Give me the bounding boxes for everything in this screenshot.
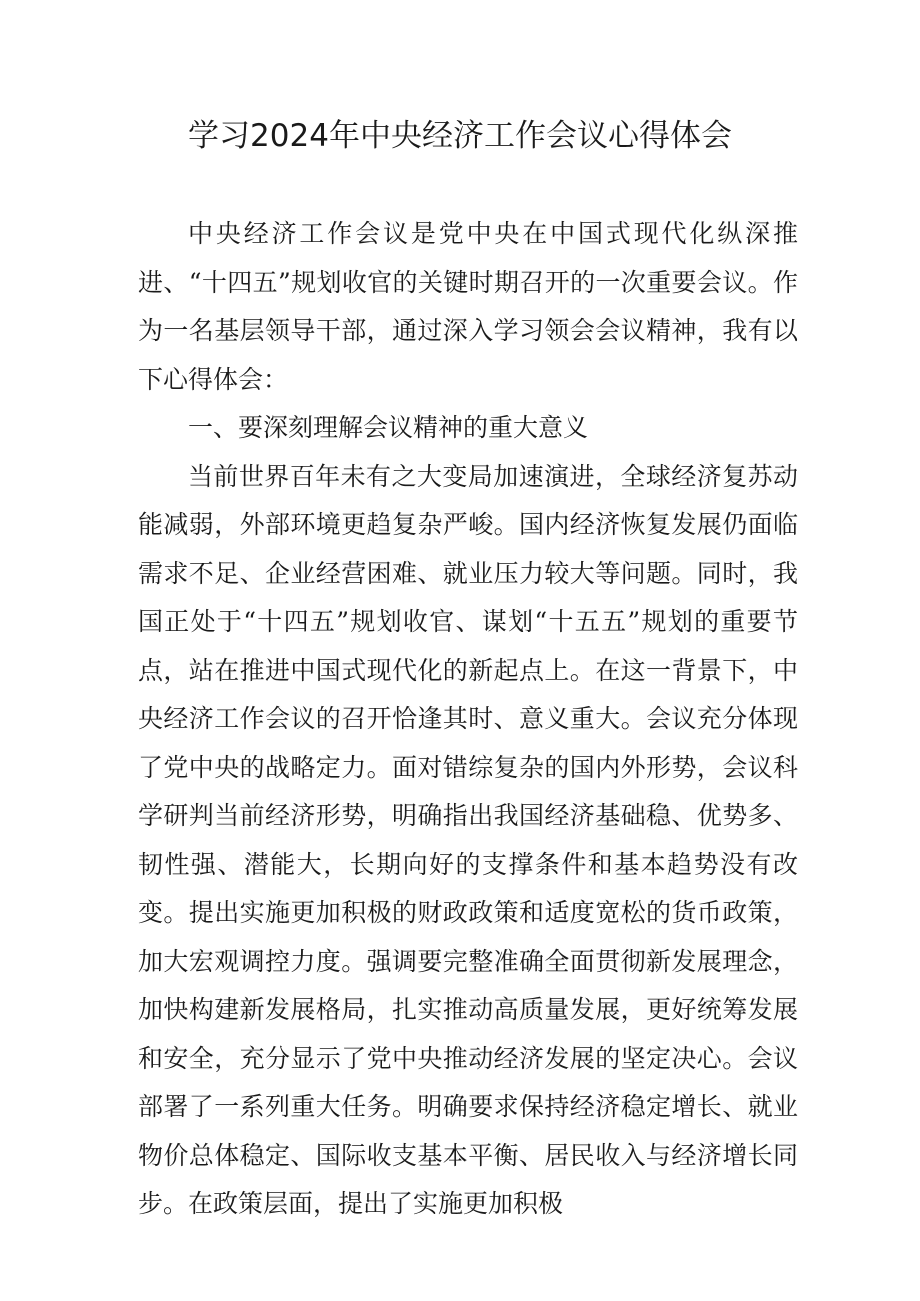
document-title: 学习2024年中央经济工作会议心得体会 (188, 118, 732, 154)
document-body (138, 210, 798, 1229)
paragraph-section-1: 当前世界百年未有之大变局加速演进，全球经济复苏动能减弱，外部环境更趋复杂严峻。国内经济恢复发展仍面临需求不足、企业经营困难、就业压力较大等问题。同时，我国正处于“十四五”规划收官、谋划“十五五”规划的重要节点，站在推进中国式现代化的新起点上。在这一背景下，中央经济工作会议的召开恰逢其时、意义重大。会议充分体现了党中央的战略定力。面对错综复杂的国内外形势，会议科学研判当前经济形势，明确指出我国经济基础稳、优势多、韧性强、潜能大，长期向好的支撑条件和基本趋势没有改变。提出实施更加积极的财政政策和适度宽松的货币政策，加大宏观调控力度。强调要完整准确全面贯彻新发展理念，加快构建新发展格局，扎实推动高质量发展，更好统筹发展和安全，充分显示了党中央推动经济发展的坚定决心。会议部署了一系列重大任务。明确要求保持经济稳定增长、就业物价总体稳定、国际收支基本平衡、居民收入与经济增长同步。在政策层面，提出了实施更加积极 (138, 461, 798, 1218)
paragraph-intro: 中央经济工作会议是党中央在中国式现代化纵深推进、“十四五”规划收官的关键时期召开的一次重要会议。作为一名基层领导干部，通过深入学习领会会议精神，我有以下心得体会： (138, 219, 798, 394)
section-heading-1: 一、要深刻理解会议精神的重大意义 (188, 413, 589, 442)
